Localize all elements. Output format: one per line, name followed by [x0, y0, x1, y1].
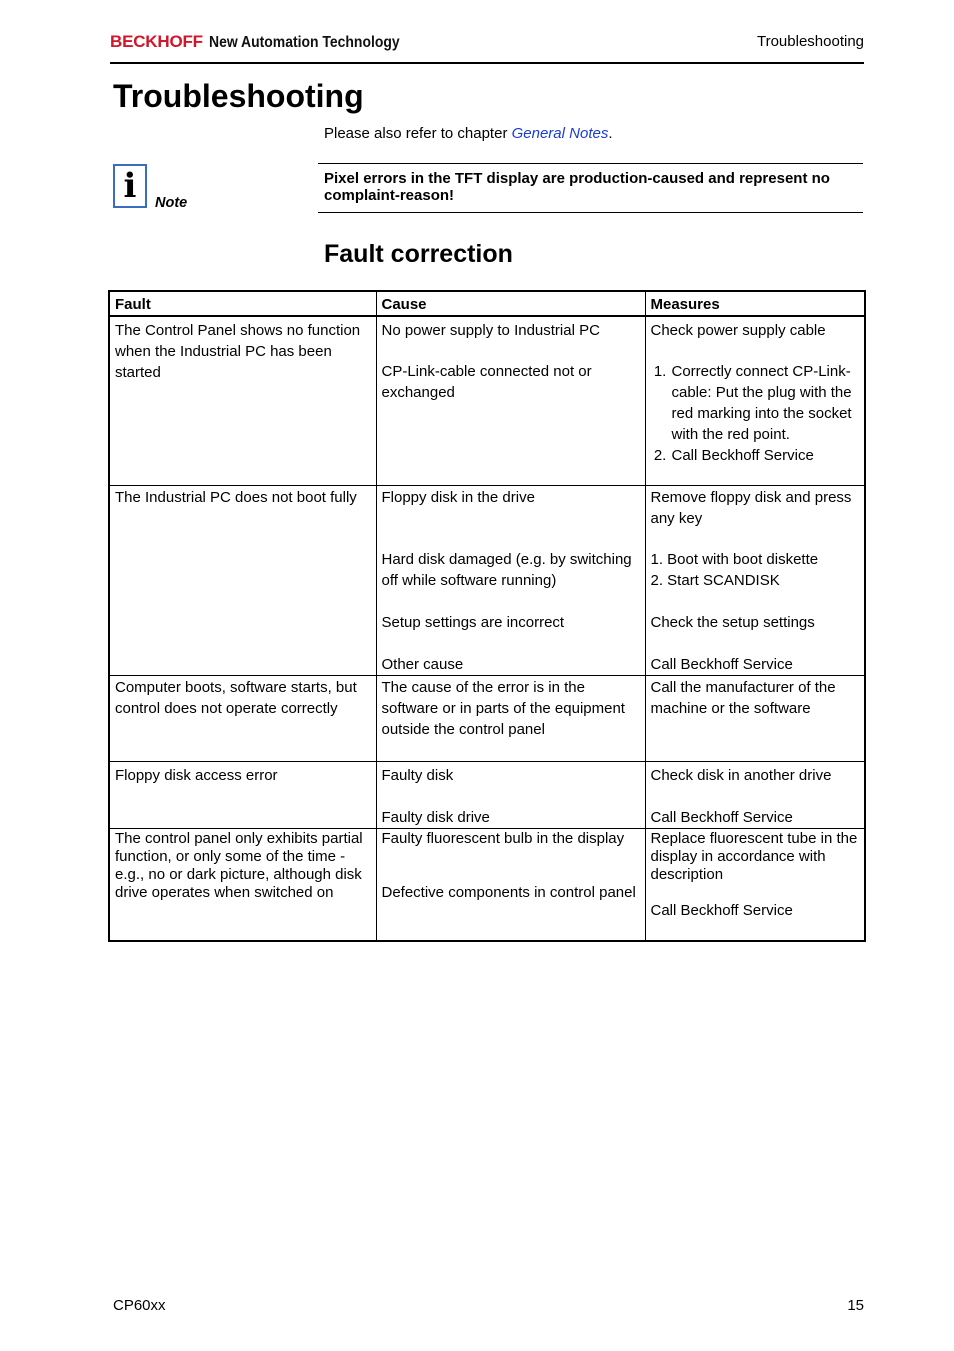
spacer	[382, 786, 640, 807]
spacer	[382, 633, 640, 654]
footer-page-number: 15	[847, 1297, 864, 1314]
fault-cell: Floppy disk access error	[109, 761, 376, 828]
fault-cell: The Control Panel shows no function when the Industrial PC has been started	[109, 316, 376, 485]
cause-cell	[376, 828, 645, 941]
cause-cell	[376, 761, 645, 828]
cause-cell: The cause of the error is in the software or in parts of the equipment outside the control panel	[376, 675, 645, 761]
info-icon	[113, 164, 147, 208]
table-header-row	[109, 291, 865, 316]
spacer	[651, 786, 860, 807]
cause-item: CP-Link-cable connected not or exchanged	[381, 363, 592, 401]
cause-item: No power supply to Industrial PC	[381, 322, 600, 339]
fault-cell: Computer boots, software starts, but control does not operate correctly	[109, 675, 376, 761]
header-cause: Cause	[376, 291, 645, 316]
refer-suffix: .	[608, 125, 613, 142]
measure-item: Check disk in another drive	[650, 766, 832, 784]
table-row	[109, 485, 865, 675]
measure-item: Call Beckhoff Service	[650, 655, 793, 673]
cause-item: Faulty disk	[381, 766, 454, 784]
refer-text	[324, 125, 613, 142]
page-title: Troubleshooting	[113, 78, 364, 114]
fault-cell: The control panel only exhibits partial function, or only some of the time - e.g., no or dark picture, although disk drive operates when switched on	[109, 828, 376, 941]
measure-item: Replace fluorescent tube in the display in accordance with description	[650, 829, 858, 883]
cause-item: Hard disk damaged (e.g. by switching off while software running)	[381, 550, 632, 589]
logo-brand: BECKHOFF	[110, 32, 203, 51]
section-title: Fault correction	[324, 240, 513, 268]
spacer	[382, 591, 640, 612]
table-row	[109, 761, 865, 828]
table-row	[109, 675, 865, 761]
header-fault: Fault	[109, 291, 376, 316]
page-header	[110, 30, 864, 64]
table-row	[109, 316, 865, 485]
cause-cell	[376, 485, 645, 675]
measures-cell	[645, 485, 865, 675]
spacer	[382, 508, 640, 549]
note-text: Pixel errors in the TFT display are production-caused and represent no complaint-reason!	[318, 163, 863, 213]
measure-step: 2. Call Beckhoff Service	[671, 445, 860, 466]
spacer	[651, 341, 860, 361]
measure-item: Remove floppy disk and press any key	[650, 488, 852, 527]
fault-cell: The Industrial PC does not boot fully	[109, 485, 376, 675]
measures-cell	[645, 828, 865, 941]
measure-item: Check the setup settings	[650, 613, 815, 631]
logo-tagline: New Automation Technology	[208, 34, 400, 51]
cause-item: Setup settings are incorrect	[381, 613, 565, 631]
measure-item: 1. Boot with boot diskette	[650, 550, 819, 568]
cause-item: Faulty fluorescent bulb in the display	[381, 829, 625, 847]
cause-item: Defective components in control panel	[381, 883, 636, 901]
measure-step: 1. Correctly connect CP-Link-cable: Put the plug with the red marking into the socket with the red point.	[671, 361, 860, 445]
spacer	[382, 848, 640, 884]
spacer	[651, 591, 860, 612]
measure-item: Call Beckhoff Service	[650, 808, 793, 826]
measure-item: Check power supply cable	[650, 322, 826, 339]
measures-cell: Call the manufacturer of the machine or the software	[645, 675, 865, 761]
note-label: Note	[155, 195, 188, 211]
cause-item: Floppy disk in the drive	[381, 488, 535, 506]
info-icon-glyph: i	[123, 166, 137, 206]
measures-cell	[645, 761, 865, 828]
cause-item: Other cause	[381, 655, 464, 673]
header-section-title: Troubleshooting	[756, 33, 864, 50]
measures-cell	[645, 316, 865, 485]
spacer	[382, 341, 640, 361]
spacer	[651, 633, 860, 654]
spacer	[651, 529, 860, 549]
cause-item: Faulty disk drive	[381, 808, 490, 826]
table-row	[109, 828, 865, 941]
general-notes-link[interactable]: General Notes	[511, 125, 609, 142]
spacer	[651, 884, 860, 902]
beckhoff-logo	[110, 32, 421, 52]
measure-item: Call Beckhoff Service	[650, 901, 793, 919]
measure-item: 2. Start SCANDISK	[650, 571, 780, 589]
cause-cell	[376, 316, 645, 485]
measure-steps	[651, 361, 860, 466]
footer-doc-name: CP60xx	[113, 1297, 166, 1314]
refer-prefix: Please also refer to chapter	[324, 125, 512, 142]
header-measures: Measures	[645, 291, 865, 316]
fault-table	[108, 290, 866, 942]
